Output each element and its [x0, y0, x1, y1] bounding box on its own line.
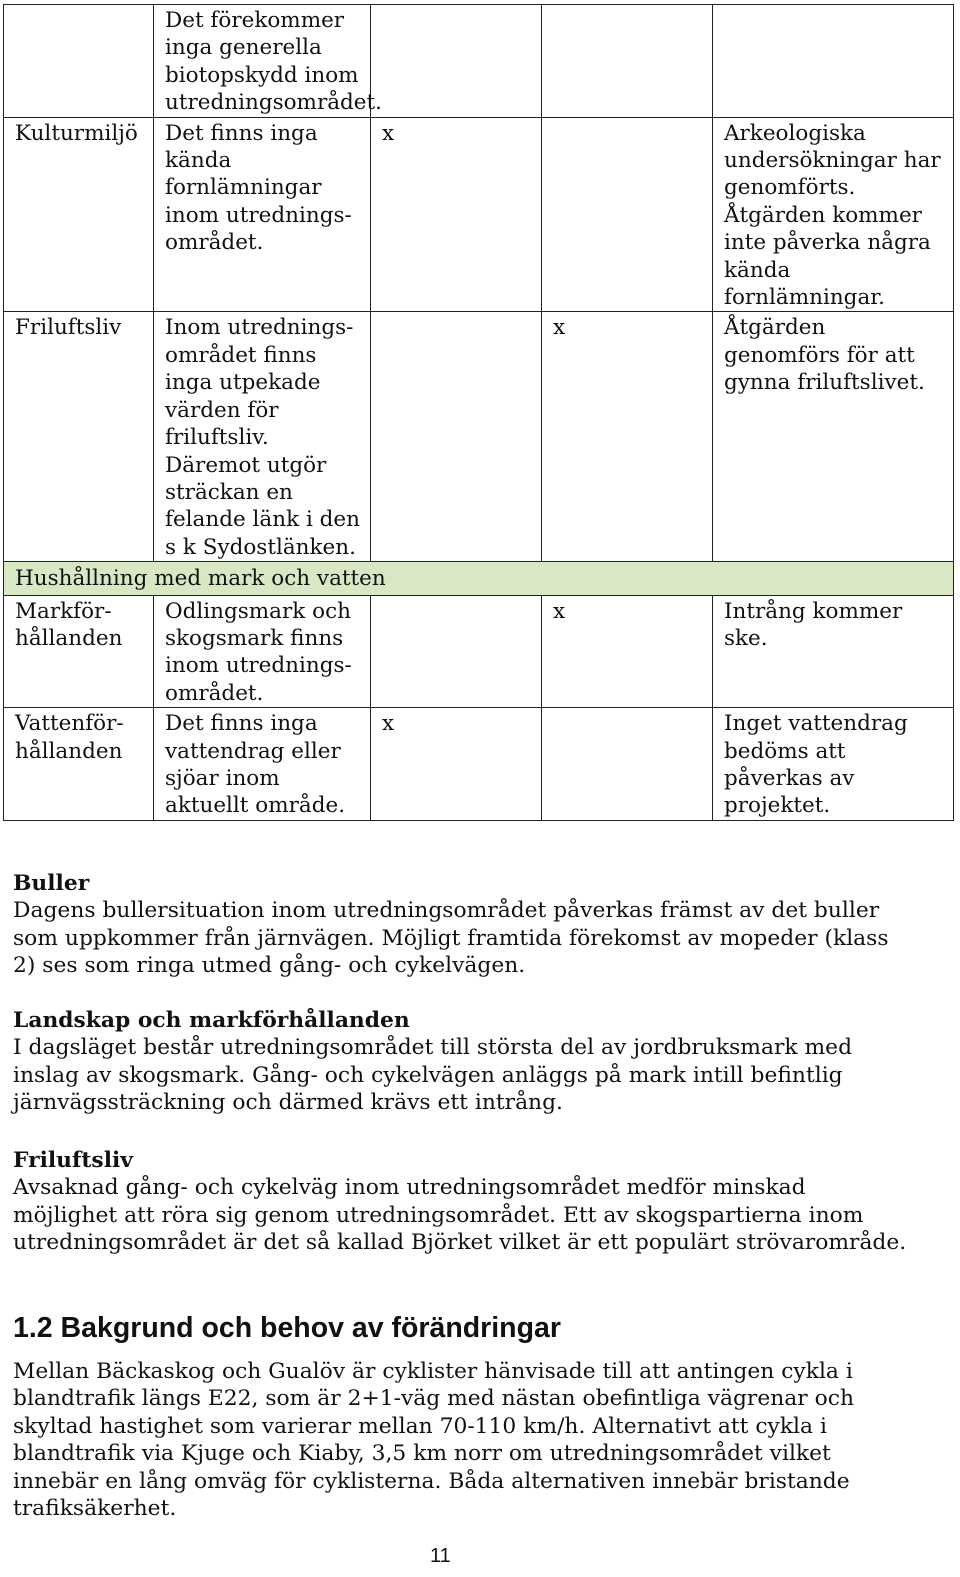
table-row: [4, 117, 954, 312]
aspect-cell: Kulturmiljö: [4, 117, 154, 312]
description-cell: Det förekommer inga generella biotopskydd inom utredningsområdet.: [154, 5, 371, 118]
mark-cell: x: [542, 312, 713, 562]
section-text: I dagsläget består utredningsområdet till största del av jordbruksmark med inslag av skogsmark. Gång- och cykelvägen anläggs på mark intill befintlig järnvägssträckning och därmed krävs ett intrång.: [13, 1035, 853, 1116]
comment-cell: [713, 5, 954, 118]
section-title: Landskap och markförhållanden: [13, 1008, 410, 1033]
comment-cell: Arkeologiska undersökningar har genomförts. Åtgärden kommer inte påverka några kända fornlämningar.: [713, 117, 954, 312]
comment-cell: Intrång kommer ske.: [713, 595, 954, 708]
aspect-cell: Markförhållanden: [4, 595, 154, 708]
mark-cell: x: [371, 117, 542, 312]
comment-cell: Åtgärden genomförs för att gynna friluftslivet.: [713, 312, 954, 562]
category-band-row: [4, 562, 954, 595]
chapter-heading: 1.2 Bakgrund och behov av förändringar: [13, 1312, 561, 1344]
mark-cell: [542, 708, 713, 821]
mark-cell: [371, 312, 542, 562]
aspect-cell: Friluftsliv: [4, 312, 154, 562]
mark-cell: [371, 595, 542, 708]
table-row: [4, 595, 954, 708]
buller-section: [13, 870, 913, 980]
category-band-label: Hushållning med mark och vatten: [4, 562, 954, 595]
friluftsliv-section: [13, 1147, 913, 1257]
section-text: Avsaknad gång- och cykelväg inom utredningsområdet medför minskad möjlighet att röra sig genom utredningsområdet. Ett av skogspartierna inom utredningsområdet är det så kallad Björket vilket är ett populärt strövarområde.: [13, 1175, 907, 1256]
mark-cell: [371, 5, 542, 118]
table-row: [4, 5, 954, 118]
landskap-section: [13, 1007, 913, 1117]
mark-cell: [542, 5, 713, 118]
mark-cell: [542, 117, 713, 312]
page-number: 11: [430, 1545, 451, 1567]
table-row: [4, 312, 954, 562]
aspect-cell: [4, 5, 154, 118]
mark-cell: x: [371, 708, 542, 821]
description-cell: Inom utredningsområdet finns inga utpekade värden för friluftsliv. Däremot utgör sträckan en felande länk i den s k Sydostlänken.: [154, 312, 371, 562]
comment-cell: Inget vattendrag bedöms att påverkas av projektet.: [713, 708, 954, 821]
description-cell: Det finns inga kända fornlämningar inom utredningsområdet.: [154, 117, 371, 312]
section-title: Buller: [13, 871, 90, 896]
description-cell: Det finns inga vattendrag eller sjöar inom aktuellt område.: [154, 708, 371, 821]
mark-cell: x: [542, 595, 713, 708]
section-title: Friluftsliv: [13, 1148, 133, 1173]
section-text: Dagens bullersituation inom utredningsområdet påverkas främst av det buller som uppkommer från järnvägen. Möjligt framtida förekomst av mopeder (klass 2) ses som ringa utmed gång- och cykelvägen.: [13, 898, 889, 979]
table-row: [4, 708, 954, 821]
background-section: [13, 1358, 913, 1522]
body-paragraph: Mellan Bäckaskog och Gualöv är cyklister hänvisade till att antingen cykla i blandtrafik längs E22, som är 2+1-väg med nästan obefintliga vägrenar och skyltad hastighet som varierar mellan 70-110 km/h. Alternativt att cykla i blandtrafik via Kjuge och Kiaby, 3,5 km norr om utredningsområdet vilket innebär en lång omväg för cyklisterna. Båda alternativen innebär bristande trafiksäkerhet.: [13, 1359, 854, 1522]
aspect-cell: Vattenförhållanden: [4, 708, 154, 821]
assessment-table: [3, 4, 954, 821]
description-cell: Odlingsmark och skogsmark finns inom utredningsområdet.: [154, 595, 371, 708]
